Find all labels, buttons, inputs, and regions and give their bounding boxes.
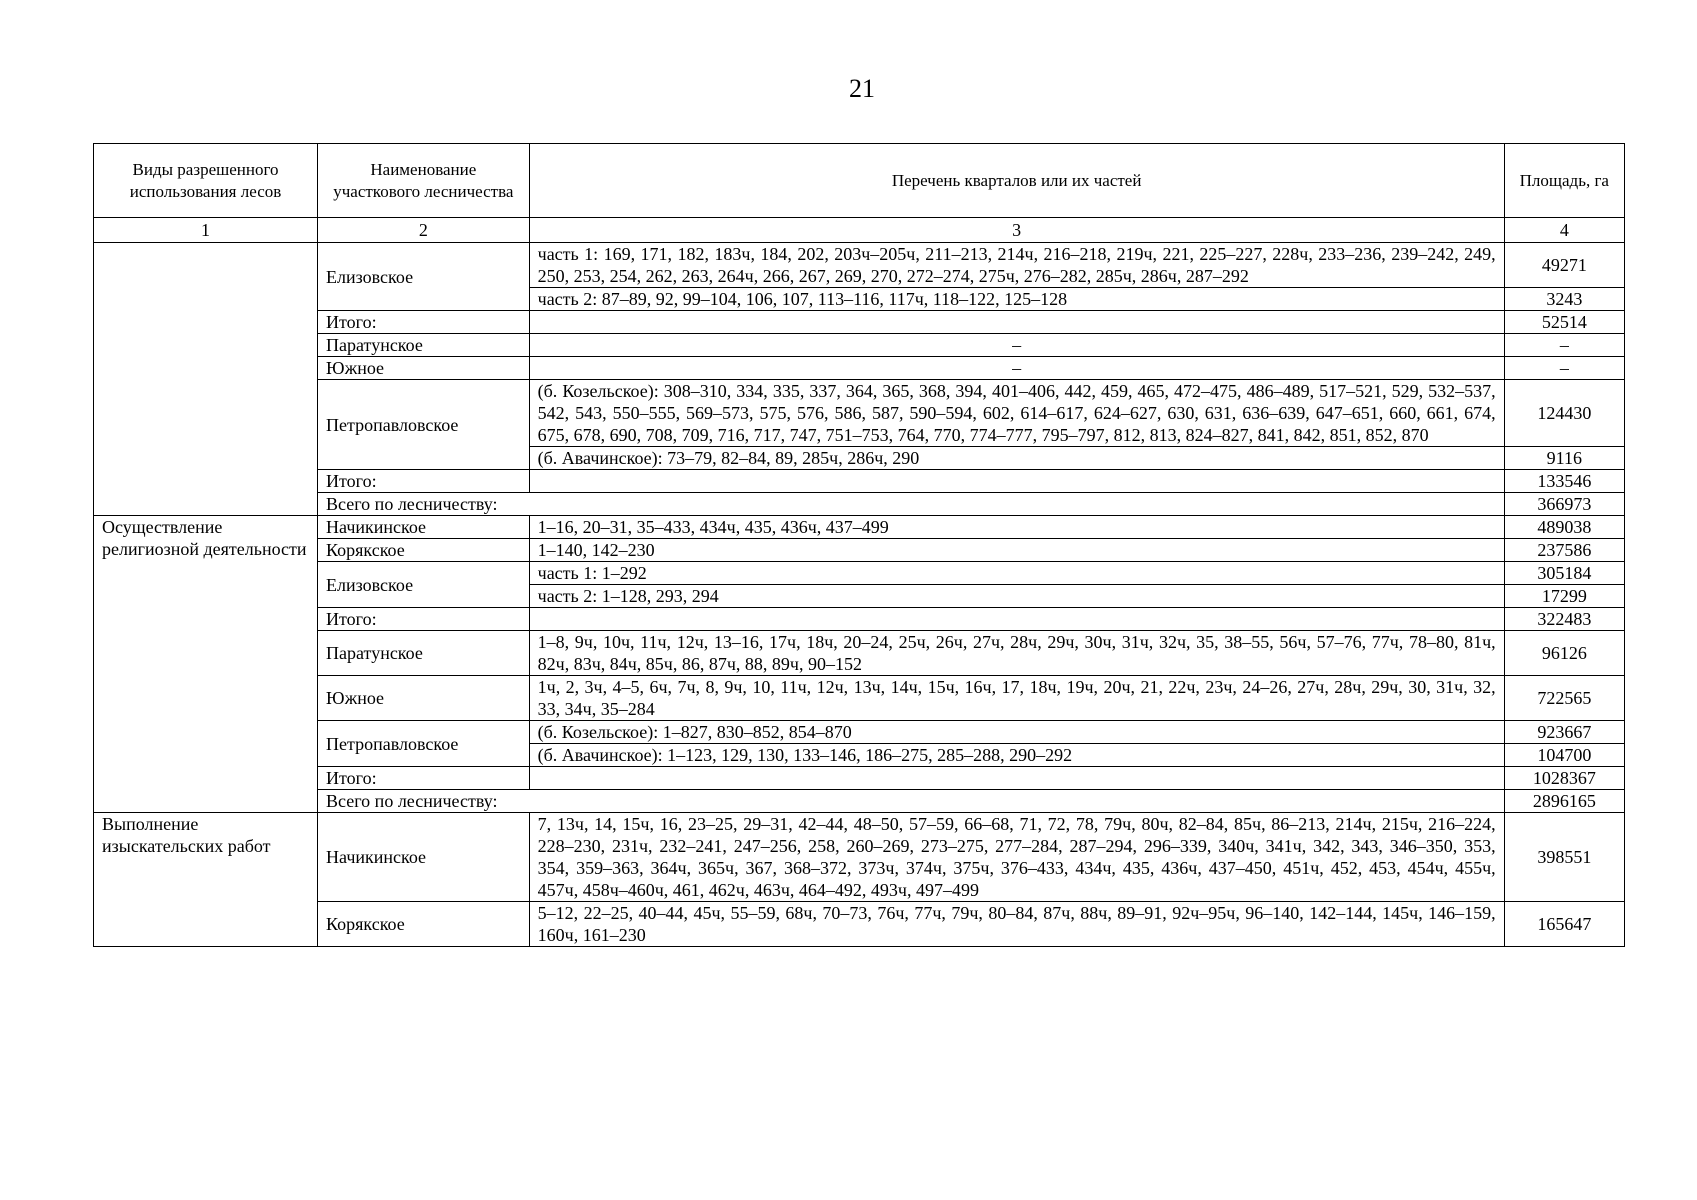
column-number: 1	[94, 218, 318, 243]
area-cell: 96126	[1504, 631, 1624, 676]
header-area: Площадь, га	[1504, 144, 1624, 218]
header-use-type: Виды разрешенного использования лесов	[94, 144, 318, 218]
table-row	[94, 357, 1625, 380]
column-number: 4	[1504, 218, 1624, 243]
column-number: 2	[318, 218, 530, 243]
area-cell: 2896165	[1504, 790, 1624, 813]
table-row	[94, 767, 1625, 790]
forestry-cell: Паратунское	[318, 334, 530, 357]
area-cell: 165647	[1504, 902, 1624, 947]
table-row	[94, 676, 1625, 721]
quarters-cell: 1ч, 2, 3ч, 4–5, 6ч, 7ч, 8, 9ч, 10, 11ч, 12ч, 13ч, 14ч, 15ч, 16ч, 17, 18ч, 19ч, 20ч, 21, 22ч, 23ч, 24–26, 27ч, 28ч, 29ч, 30, 31ч, 32, 33, 34ч, 35–284	[529, 676, 1504, 721]
quarters-cell: 5–12, 22–25, 40–44, 45ч, 55–59, 68ч, 70–73, 76ч, 77ч, 79ч, 80–84, 87ч, 88ч, 89–91, 92ч–95ч, 96–140, 142–144, 145ч, 146–159, 160ч, 161–230	[529, 902, 1504, 947]
use-type-cell	[94, 243, 318, 516]
column-number-row	[94, 218, 1625, 243]
forestry-cell: Итого:	[318, 608, 530, 631]
use-type-cell: Осуществление религиозной деятельности	[94, 516, 318, 813]
table-row	[94, 243, 1625, 288]
forestry-cell: Итого:	[318, 470, 530, 493]
table-row	[94, 562, 1625, 585]
total-label-cell: Всего по лесничеству:	[318, 493, 1505, 516]
header-forestry: Наименование участкового лесничества	[318, 144, 530, 218]
area-cell: 305184	[1504, 562, 1624, 585]
area-cell: 52514	[1504, 311, 1624, 334]
quarters-cell: часть 2: 1–128, 293, 294	[529, 585, 1504, 608]
forestry-cell: Итого:	[318, 767, 530, 790]
area-cell: 104700	[1504, 744, 1624, 767]
forestry-cell: Елизовское	[318, 562, 530, 608]
quarters-cell: часть 2: 87–89, 92, 99–104, 106, 107, 113–116, 117ч, 118–122, 125–128	[529, 288, 1504, 311]
column-number: 3	[529, 218, 1504, 243]
table-row	[94, 721, 1625, 744]
total-label-cell: Всего по лесничеству:	[318, 790, 1505, 813]
quarters-cell: 1–16, 20–31, 35–433, 434ч, 435, 436ч, 437–499	[529, 516, 1504, 539]
quarters-cell	[529, 608, 1504, 631]
quarters-cell: 7, 13ч, 14, 15ч, 16, 23–25, 29–31, 42–44, 48–50, 57–59, 66–68, 71, 72, 78, 79ч, 80ч, 82–84, 85ч, 86–213, 214ч, 215ч, 216–224, 228–230, 231ч, 232–241, 247–256, 258, 260–269, 273–275, 277–284, 287–294, 296–339, 340ч, 341ч, 342, 343, 346–350, 353, 354, 359–363, 364ч, 365ч, 367, 368–372, 373ч, 374ч, 375ч, 376–433, 434ч, 435, 436ч, 437–450, 451ч, 452, 453, 454ч, 455ч, 457ч, 458ч–460ч, 461, 462ч, 463ч, 464–492, 493ч, 497–499	[529, 813, 1504, 902]
forestry-cell: Петропавловское	[318, 721, 530, 767]
area-cell: –	[1504, 334, 1624, 357]
table-row	[94, 334, 1625, 357]
area-cell: 17299	[1504, 585, 1624, 608]
table-row	[94, 608, 1625, 631]
quarters-cell: –	[529, 334, 1504, 357]
area-cell: –	[1504, 357, 1624, 380]
forestry-cell: Корякское	[318, 902, 530, 947]
forestry-cell: Петропавловское	[318, 380, 530, 470]
table-row	[94, 493, 1625, 516]
page-number: 21	[849, 74, 875, 103]
header-row	[94, 144, 1625, 218]
table-row	[94, 470, 1625, 493]
table-row	[94, 539, 1625, 562]
table-row	[94, 631, 1625, 676]
quarters-cell: 1–8, 9ч, 10ч, 11ч, 12ч, 13–16, 17ч, 18ч, 20–24, 25ч, 26ч, 27ч, 28ч, 29ч, 30ч, 31ч, 32ч, 35, 38–55, 56ч, 57–76, 77ч, 78–80, 81ч, 82ч, 83ч, 84ч, 85ч, 86, 87ч, 88, 89ч, 90–152	[529, 631, 1504, 676]
use-type-cell: Выполнение изыскательских работ	[94, 813, 318, 947]
forest-use-table	[93, 143, 1625, 947]
area-cell: 722565	[1504, 676, 1624, 721]
area-cell: 489038	[1504, 516, 1624, 539]
area-cell: 49271	[1504, 243, 1624, 288]
table-row	[94, 790, 1625, 813]
header-quarters: Перечень кварталов или их частей	[529, 144, 1504, 218]
table-row	[94, 813, 1625, 902]
area-cell: 1028367	[1504, 767, 1624, 790]
quarters-cell: 1–140, 142–230	[529, 539, 1504, 562]
table-row	[94, 516, 1625, 539]
forestry-cell: Елизовское	[318, 243, 530, 311]
area-cell: 133546	[1504, 470, 1624, 493]
forestry-cell: Южное	[318, 676, 530, 721]
quarters-cell: (б. Козельское): 1–827, 830–852, 854–870	[529, 721, 1504, 744]
quarters-cell: (б. Авачинское): 73–79, 82–84, 89, 285ч, 286ч, 290	[529, 447, 1504, 470]
area-cell: 923667	[1504, 721, 1624, 744]
quarters-cell: часть 1: 169, 171, 182, 183ч, 184, 202, 203ч–205ч, 211–213, 214ч, 216–218, 219ч, 221, 225–227, 228ч, 233–236, 239–242, 249, 250, 253, 254, 262, 263, 264ч, 266, 267, 269, 270, 272–274, 275ч, 276–282, 285ч, 286ч, 287–292	[529, 243, 1504, 288]
table-row	[94, 380, 1625, 447]
table-row	[94, 311, 1625, 334]
forestry-cell: Паратунское	[318, 631, 530, 676]
area-cell: 124430	[1504, 380, 1624, 447]
forestry-cell: Южное	[318, 357, 530, 380]
table-row	[94, 902, 1625, 947]
area-cell: 9116	[1504, 447, 1624, 470]
quarters-cell: –	[529, 357, 1504, 380]
quarters-cell	[529, 470, 1504, 493]
quarters-cell: (б. Авачинское): 1–123, 129, 130, 133–146, 186–275, 285–288, 290–292	[529, 744, 1504, 767]
quarters-cell	[529, 767, 1504, 790]
area-cell: 398551	[1504, 813, 1624, 902]
quarters-cell	[529, 311, 1504, 334]
forestry-cell: Начикинское	[318, 516, 530, 539]
area-cell: 3243	[1504, 288, 1624, 311]
forestry-cell: Корякское	[318, 539, 530, 562]
area-cell: 366973	[1504, 493, 1624, 516]
area-cell: 237586	[1504, 539, 1624, 562]
forestry-cell: Итого:	[318, 311, 530, 334]
forestry-cell: Начикинское	[318, 813, 530, 902]
quarters-cell: (б. Козельское): 308–310, 334, 335, 337, 364, 365, 368, 394, 401–406, 442, 459, 465, 472–475, 486–489, 517–521, 529, 532–537, 542, 543, 550–555, 569–573, 575, 576, 586, 587, 590–594, 602, 614–617, 624–627, 630, 631, 636–639, 647–651, 660, 661, 674, 675, 678, 690, 708, 709, 716, 717, 747, 751–753, 764, 770, 774–777, 795–797, 812, 813, 824–827, 841, 842, 851, 852, 870	[529, 380, 1504, 447]
quarters-cell: часть 1: 1–292	[529, 562, 1504, 585]
area-cell: 322483	[1504, 608, 1624, 631]
